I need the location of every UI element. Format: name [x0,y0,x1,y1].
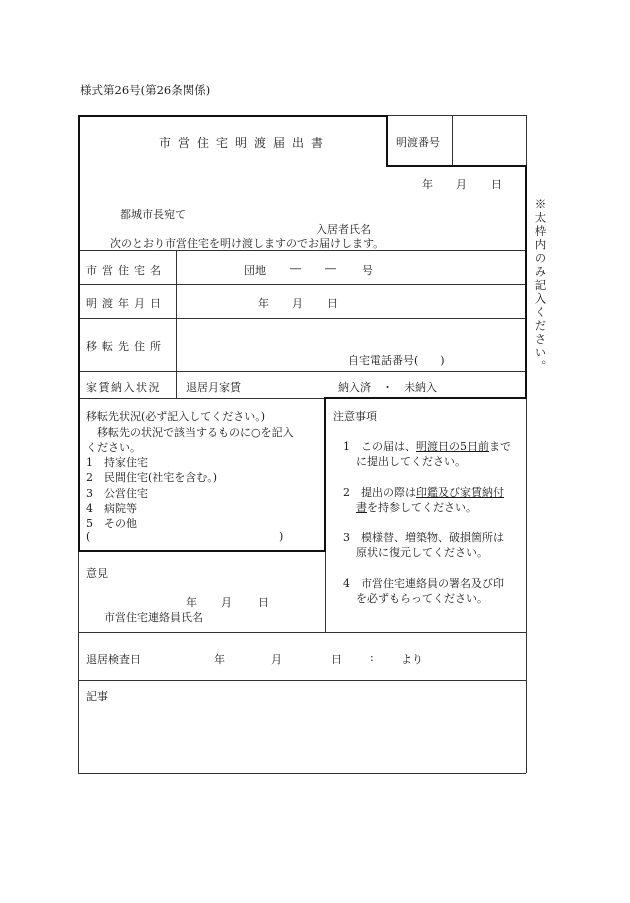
date-day[interactable]: 日 [491,178,502,191]
number-label: 明渡番号 [396,136,440,149]
vacate-day[interactable]: 日 [327,297,338,310]
inspection-year[interactable]: 年 [214,653,225,666]
home-phone-label[interactable]: 自宅電話番号( ) [348,354,445,367]
relocation-heading: 移転先状況(必ず記入してください。) [86,410,266,423]
date-month[interactable]: 月 [456,178,467,191]
note-2-line2-post: を持参してください。 [367,501,477,514]
housing-unit[interactable]: 号 [362,264,373,277]
note-2 [343,484,504,500]
intro-text: 次のとおり市営住宅を明け渡しますのでお届けします。 [110,237,385,250]
note-2-underline: 印鑑及び家賃納付 [416,486,504,499]
liaison-name-label: 市営住宅連絡員氏名 [104,611,203,624]
rent-status-label: 家賃納入状況 [86,381,161,394]
opinion-day[interactable]: 日 [258,596,269,609]
inspection-day[interactable]: 日 [331,653,342,666]
note-3-line1: 3 模様替、増築物、破損箇所は [343,531,504,544]
form-code: 様式第26号(第26条関係) [80,83,211,97]
vacate-month[interactable]: 月 [292,297,303,310]
relocation-option[interactable]: 2 民間住宅(社宅を含む。) [86,471,218,484]
date-year[interactable]: 年 [422,178,433,191]
opinion-heading: 意見 [86,567,108,580]
housing-name-label: 市営住宅名 [86,264,166,277]
number-field[interactable] [455,118,523,162]
note-4-line1: 4 市営住宅連絡員の署名及び印 [343,577,504,590]
note-1-line2: に提出してください。 [356,455,466,468]
final-month-rent: 退居月家賃 [186,381,241,394]
note-4-line2: を必ずもらってください。 [356,592,488,605]
relocation-instruction-1: 移転先の状況で該当するものに○を記入 [86,426,294,439]
remarks-label: 記事 [86,690,108,703]
side-note: ※太枠内のみ記入ください。 [533,198,548,374]
opinion-month[interactable]: 月 [221,596,232,609]
note-2-line2 [356,499,477,515]
relocation-option[interactable]: 3 公営住宅 [86,487,148,500]
form-title: 市営住宅明渡届出書 [159,136,331,150]
housing-dash-2: ― [325,262,336,275]
rent-paid-choice[interactable]: 納入済 ・ 未納入 [338,381,437,394]
addressee: 都城市長宛て [120,208,186,221]
vacate-year[interactable]: 年 [258,297,269,310]
note-2-line2-underline: 書 [356,501,367,514]
housing-dash-1: ― [290,262,301,275]
other-paren-open: ( [86,530,91,543]
new-address-label: 移転先住所 [86,340,166,353]
housing-estate[interactable]: 団地 [244,264,266,277]
inspection-label: 退居検査日 [86,653,141,666]
note-3-line2: 原状に復元してください。 [356,546,488,559]
note-1-underline: 明渡日の5日前 [416,440,489,453]
relocation-option[interactable]: 1 持家住宅 [86,456,148,469]
note-2-pre: 2 提出の際は [343,486,416,499]
occupant-name-label: 入居者氏名 [316,223,371,236]
inspection-month[interactable]: 月 [271,653,282,666]
inspection-colon: : [370,651,374,664]
note-1-post: まで [489,440,511,453]
other-paren-close: ) [279,530,284,543]
relocation-option[interactable]: 5 その他 [86,517,137,530]
vacate-date-label: 明渡年月日 [86,297,166,310]
inspection-from: より [401,653,423,666]
notes-heading: 注意事項 [333,410,377,423]
note-1-pre: 1 この届は、 [343,440,416,453]
relocation-instruction-2: ください。 [86,441,141,454]
note-1 [343,438,511,454]
remarks-field[interactable] [82,705,522,769]
opinion-year[interactable]: 年 [186,596,197,609]
relocation-option[interactable]: 4 病院等 [86,502,137,515]
